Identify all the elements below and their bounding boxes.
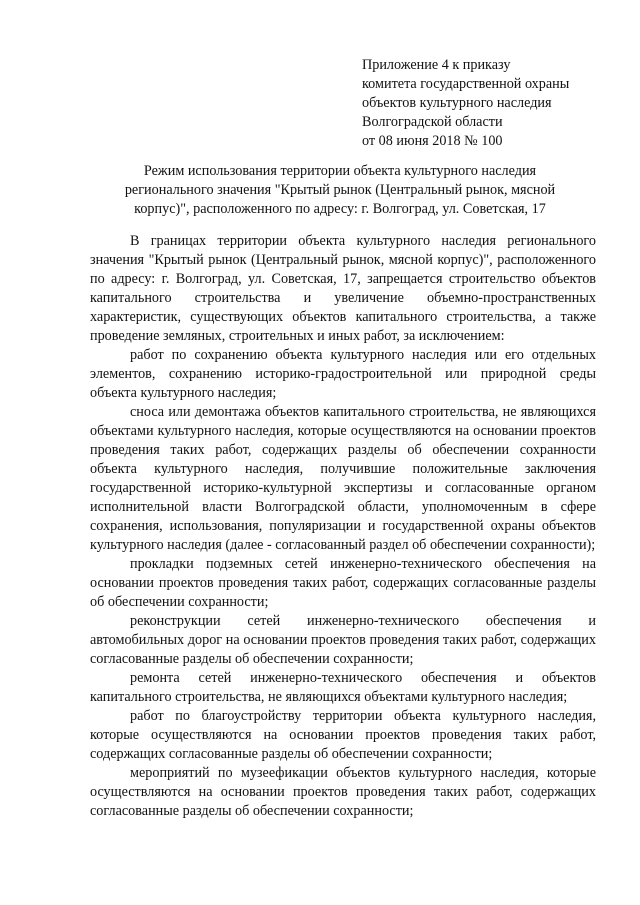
order-reference-header <box>362 56 622 151</box>
title-line: корпус)", расположенного по адресу: г. Волгоград, ул. Советская, 17 <box>134 201 546 217</box>
document-title <box>90 162 590 219</box>
title-line: Режим использования территории объекта культурного наследия <box>143 163 537 179</box>
document-body <box>90 232 596 821</box>
header-line: Приложение 4 к приказу <box>362 57 511 73</box>
body-paragraph: реконструкции сетей инженерно-технического обеспечения и автомобильных дорог на основании проектов проведения таких работ, содержащих согласованные разделы об обеспечении сохранности; <box>90 613 596 667</box>
header-line: объектов культурного наследия <box>362 95 552 111</box>
header-line: от 08 июня 2018 № 100 <box>362 133 503 149</box>
body-paragraph: мероприятий по музеефикации объектов культурного наследия, которые осуществляются на основании проектов проведения таких работ, содержащих согласованные разделы об обеспечении сохранности; <box>90 765 596 819</box>
header-line: комитета государственной охраны <box>362 76 570 92</box>
body-paragraph: работ по благоустройству территории объекта культурного наследия, которые осуществляются на основании проектов проведения таких работ, содержащих согласованные разделы об обеспечении сохранности; <box>90 708 596 762</box>
header-line: Волгоградской области <box>362 114 503 130</box>
body-paragraph: ремонта сетей инженерно-технического обеспечения и объектов капитального строительства, не являющихся объектами культурного наследия; <box>90 670 596 705</box>
title-line: регионального значения "Крытый рынок (Центральный рынок, мясной <box>124 182 556 198</box>
body-paragraph: сноса или демонтажа объектов капитального строительства, не являющихся объектами культурного наследия, которые осуществляются на основании проектов проведения таких работ, содержащих разделы об обеспечении сохранности объекта культурного наследия, получившие положительные заключения государственной историко-культурной экспертизы и согласованные органом исполнительной власти Волгоградской области, уполномоченным в сфере сохранения, использования, популяризации и государственной охраны объектов культурного наследия (далее - согласованный раздел об обеспечении сохранности); <box>90 404 596 553</box>
body-paragraph: В границах территории объекта культурного наследия регионального значения "Крытый рынок (Центральный рынок, мясной корпус)", расположенного по адресу: г. Волгоград, ул. Советская, 17, запрещается строительство объектов капитального строительства и увеличение объемно-пространственных характеристик, существующих объектов капитального строительства, а также проведение земляных, строительных и иных работ, за исключением: <box>90 233 596 344</box>
body-paragraph: прокладки подземных сетей инженерно-технического обеспечения на основании проектов проведения таких работ, содержащих согласованные разделы об обеспечении сохранности; <box>90 556 596 610</box>
body-paragraph: работ по сохранению объекта культурного наследия или его отдельных элементов, сохранению историко-градостроительной или природной среды объекта культурного наследия; <box>90 347 596 401</box>
